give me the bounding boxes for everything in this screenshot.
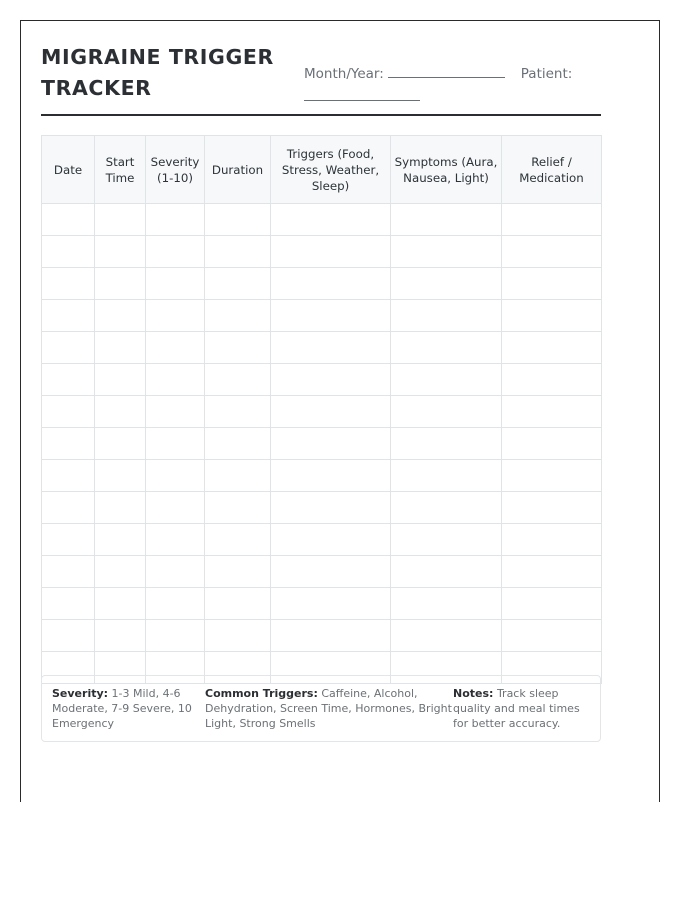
- table-cell[interactable]: [95, 556, 146, 588]
- table-row: [42, 620, 602, 652]
- table-row: [42, 332, 602, 364]
- table-cell[interactable]: [391, 364, 502, 396]
- table-cell[interactable]: [502, 364, 602, 396]
- table-cell[interactable]: [42, 620, 95, 652]
- table-cell[interactable]: [502, 268, 602, 300]
- table-cell[interactable]: [205, 620, 271, 652]
- table-cell[interactable]: [146, 204, 205, 236]
- table-cell[interactable]: [95, 588, 146, 620]
- table-cell[interactable]: [205, 332, 271, 364]
- column-header: Date: [42, 136, 95, 204]
- table-cell[interactable]: [502, 332, 602, 364]
- table-cell[interactable]: [205, 556, 271, 588]
- table-cell[interactable]: [42, 364, 95, 396]
- table-cell[interactable]: [271, 236, 391, 268]
- column-header: Duration: [205, 136, 271, 204]
- legend-box: [41, 675, 601, 742]
- table-cell[interactable]: [95, 236, 146, 268]
- table-cell[interactable]: [42, 524, 95, 556]
- table-cell[interactable]: [391, 268, 502, 300]
- page-header: [41, 40, 601, 116]
- table-cell[interactable]: [146, 428, 205, 460]
- table-row: [42, 460, 602, 492]
- table-cell[interactable]: [271, 492, 391, 524]
- table-cell[interactable]: [271, 588, 391, 620]
- table-cell[interactable]: [146, 492, 205, 524]
- table-cell[interactable]: [391, 460, 502, 492]
- table-cell[interactable]: [391, 428, 502, 460]
- table-cell[interactable]: [271, 204, 391, 236]
- table-cell[interactable]: [205, 460, 271, 492]
- legend-triggers-label: Common Triggers:: [205, 687, 318, 700]
- table-cell[interactable]: [391, 332, 502, 364]
- table-cell[interactable]: [42, 300, 95, 332]
- patient-field[interactable]: [304, 88, 420, 101]
- legend-severity-text: 1-3 Mild, 4-6 Moderate, 7-9 Severe, 10 Emergency: [52, 687, 192, 730]
- table-cell[interactable]: [42, 588, 95, 620]
- table-cell[interactable]: [146, 300, 205, 332]
- table-cell[interactable]: [42, 460, 95, 492]
- table-cell[interactable]: [95, 268, 146, 300]
- table-cell[interactable]: [42, 492, 95, 524]
- table-cell[interactable]: [42, 332, 95, 364]
- legend-notes-label: Notes:: [453, 687, 494, 700]
- table-cell[interactable]: [502, 620, 602, 652]
- table-cell[interactable]: [271, 300, 391, 332]
- table-cell[interactable]: [391, 492, 502, 524]
- table-cell[interactable]: [146, 588, 205, 620]
- page-title: MIGRAINE TRIGGER TRACKER: [41, 45, 274, 100]
- header-fields: [304, 63, 594, 109]
- table-cell[interactable]: [205, 268, 271, 300]
- table-row: [42, 428, 602, 460]
- table-cell[interactable]: [146, 524, 205, 556]
- table-cell[interactable]: [205, 300, 271, 332]
- table-cell[interactable]: [146, 236, 205, 268]
- legend-severity: [52, 686, 205, 741]
- table-cell[interactable]: [146, 268, 205, 300]
- legend-triggers: [205, 686, 453, 741]
- legend-notes-text: Track sleep quality and meal times for better accuracy.: [453, 687, 580, 730]
- table-cell[interactable]: [271, 428, 391, 460]
- table-cell[interactable]: [502, 524, 602, 556]
- table-row: [42, 588, 602, 620]
- column-header: Severity (1-10): [146, 136, 205, 204]
- table-cell[interactable]: [391, 300, 502, 332]
- table-cell[interactable]: [146, 396, 205, 428]
- table-row: [42, 556, 602, 588]
- table-cell[interactable]: [205, 236, 271, 268]
- table-cell[interactable]: [42, 428, 95, 460]
- legend-severity-label: Severity:: [52, 687, 109, 700]
- table-cell[interactable]: [95, 204, 146, 236]
- table-cell[interactable]: [42, 556, 95, 588]
- table-cell[interactable]: [95, 428, 146, 460]
- migraine-log-table: [41, 135, 602, 684]
- table-cell[interactable]: [95, 364, 146, 396]
- table-cell[interactable]: [391, 236, 502, 268]
- legend-notes: [453, 686, 588, 741]
- table-header-row: [42, 136, 602, 204]
- table-cell[interactable]: [205, 588, 271, 620]
- table-cell[interactable]: [146, 460, 205, 492]
- table-cell[interactable]: [95, 396, 146, 428]
- table-cell[interactable]: [271, 556, 391, 588]
- column-header: Triggers (Food, Stress, Weather, Sleep): [271, 136, 391, 204]
- table-cell[interactable]: [271, 332, 391, 364]
- table-cell[interactable]: [95, 492, 146, 524]
- table-cell[interactable]: [502, 204, 602, 236]
- legend-triggers-text: Caffeine, Alcohol, Dehydration, Screen Time, Hormones, Bright Light, Strong Smells: [205, 687, 452, 730]
- table-cell[interactable]: [146, 364, 205, 396]
- table-cell[interactable]: [95, 300, 146, 332]
- table-cell[interactable]: [502, 460, 602, 492]
- table-row: [42, 524, 602, 556]
- table-cell[interactable]: [391, 204, 502, 236]
- table-cell[interactable]: [271, 396, 391, 428]
- table-cell[interactable]: [42, 204, 95, 236]
- table-cell[interactable]: [146, 332, 205, 364]
- table-cell[interactable]: [502, 556, 602, 588]
- table-row: [42, 268, 602, 300]
- table-cell[interactable]: [391, 620, 502, 652]
- table-row: [42, 364, 602, 396]
- table-cell[interactable]: [271, 460, 391, 492]
- column-header: Relief / Medication: [502, 136, 602, 204]
- table-cell[interactable]: [502, 428, 602, 460]
- table-row: [42, 396, 602, 428]
- table-cell[interactable]: [95, 524, 146, 556]
- column-header: Symptoms (Aura, Nausea, Light): [391, 136, 502, 204]
- table-cell[interactable]: [391, 396, 502, 428]
- table-cell[interactable]: [391, 524, 502, 556]
- table-cell[interactable]: [95, 460, 146, 492]
- table-cell[interactable]: [205, 204, 271, 236]
- month-year-field[interactable]: [388, 64, 505, 78]
- table-row: [42, 492, 602, 524]
- table-cell[interactable]: [502, 396, 602, 428]
- table-cell[interactable]: [95, 332, 146, 364]
- table-cell[interactable]: [42, 236, 95, 268]
- table-cell[interactable]: [205, 396, 271, 428]
- table-cell[interactable]: [95, 620, 146, 652]
- table-cell[interactable]: [502, 236, 602, 268]
- table-cell[interactable]: [205, 492, 271, 524]
- table-cell[interactable]: [271, 268, 391, 300]
- column-header: Start Time: [95, 136, 146, 204]
- table-cell[interactable]: [205, 428, 271, 460]
- table-cell[interactable]: [205, 524, 271, 556]
- table-cell[interactable]: [502, 492, 602, 524]
- table-cell[interactable]: [391, 556, 502, 588]
- table-cell[interactable]: [205, 364, 271, 396]
- table-cell[interactable]: [502, 300, 602, 332]
- table-cell[interactable]: [391, 588, 502, 620]
- table-row: [42, 204, 602, 236]
- table-cell[interactable]: [271, 620, 391, 652]
- table-cell[interactable]: [42, 268, 95, 300]
- table-cell[interactable]: [271, 364, 391, 396]
- table-row: [42, 236, 602, 268]
- table-row: [42, 300, 602, 332]
- table-cell[interactable]: [42, 396, 95, 428]
- table-cell[interactable]: [146, 620, 205, 652]
- table-cell[interactable]: [146, 556, 205, 588]
- table-cell[interactable]: [271, 524, 391, 556]
- table-cell[interactable]: [502, 588, 602, 620]
- month-year-label: Month/Year:: [304, 66, 384, 82]
- patient-label: Patient:: [520, 66, 573, 82]
